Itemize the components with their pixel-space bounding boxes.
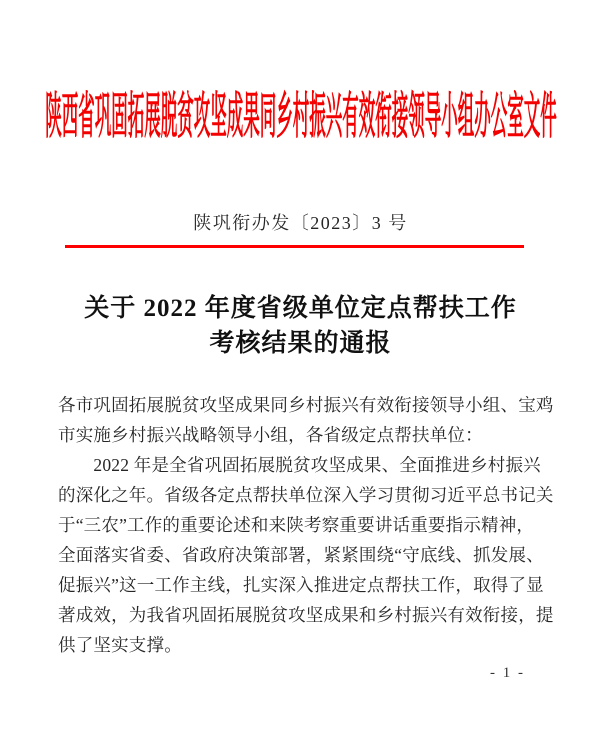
red-divider-line — [65, 245, 524, 248]
document-number: 陕巩衔办发〔2023〕3 号 — [193, 213, 408, 233]
body-line: 著成效，为我省巩固拓展脱贫攻坚成果和乡村振兴有效衔接，提 — [58, 605, 554, 625]
agency-header-text: 陕西省巩固拓展脱贫攻坚成果同乡村振兴有效衔接领导小组办公室文件 — [44, 88, 557, 144]
agency-header-title — [44, 88, 601, 144]
body-line: 市实施乡村振兴战略领导小组，各省级定点帮扶单位： — [58, 425, 483, 445]
document-title — [0, 291, 601, 361]
body-line: 全面落实省委、省政府决策部署，紧紧围绕“守底线、抓发展、 — [58, 545, 544, 565]
body-line: 供了坚实支撑。 — [58, 635, 182, 655]
body-line: 2022 年是全省巩固拓展脱贫攻坚成果、全面推进乡村振兴 — [58, 455, 541, 475]
body-line: 促振兴”这一工作主线，扎实深入推进定点帮扶工作，取得了显 — [58, 575, 544, 595]
document-title-line: 关于 2022 年度省级单位定点帮扶工作 — [84, 295, 517, 322]
body-line: 于“三农”工作的重要论述和来陕考察重要讲话重要指示精神， — [58, 515, 535, 535]
page-number: - 1 - — [490, 665, 525, 681]
document-body — [58, 390, 554, 660]
body-line: 各市巩固拓展脱贫攻坚成果同乡村振兴有效衔接领导小组、宝鸡 — [58, 395, 554, 415]
document-title-line: 考核结果的通报 — [209, 330, 392, 357]
body-line: 的深化之年。省级各定点帮扶单位深入学习贯彻习近平总书记关 — [58, 485, 554, 505]
